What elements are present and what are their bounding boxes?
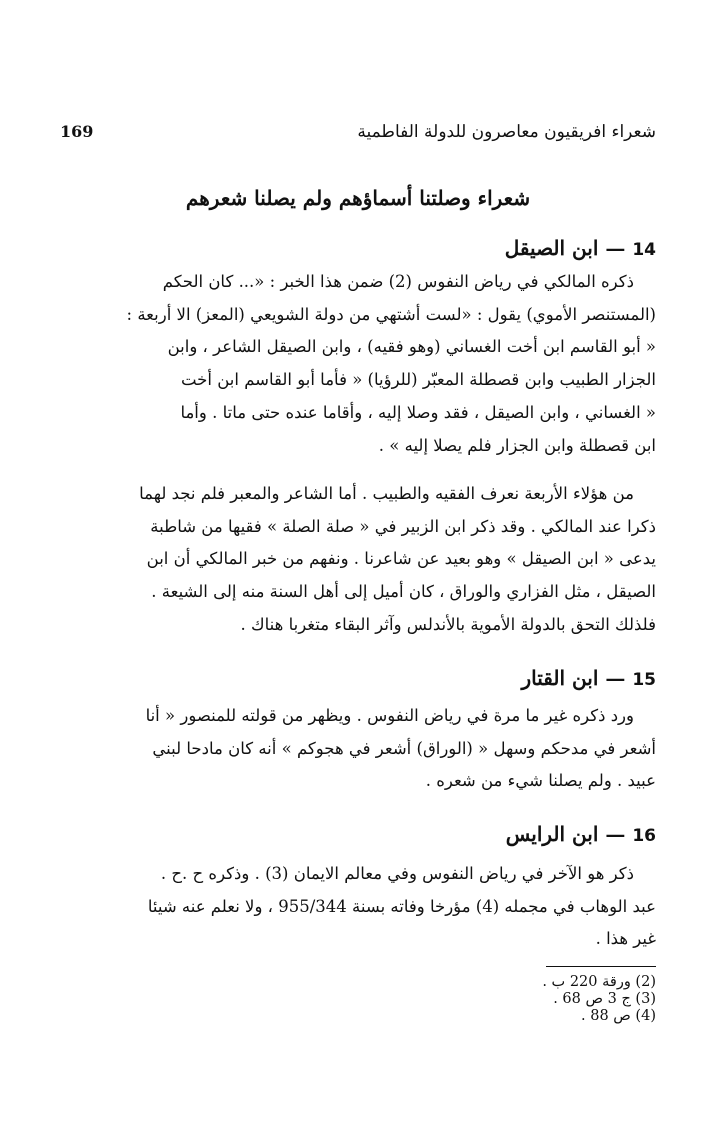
section-title: شعراء وصلتنا أسماؤهم ولم يصلنا شعرهم <box>185 186 531 210</box>
footnote: (4) ص 88 . <box>581 1008 656 1024</box>
paragraph <box>60 700 656 798</box>
text-line: الجزار الطبيب وابن قصطلة المعبّر (للرؤيا) « فأما أبو القاسم ابن أخت <box>180 370 656 390</box>
entry-name: ابن الصيقل <box>504 236 599 260</box>
entry-number: 15 <box>632 670 656 690</box>
text-line: (المستنصر الأموي) يقول : «لست أشتهي من دولة الشويعي (المعز) الا أربعة : <box>126 304 656 324</box>
text-line: « أبو القاسم ابن أخت الغساني (وهو فقيه) ، وابن الصيقل الشاعر ، وابن <box>167 337 656 357</box>
entry-number: 16 <box>632 826 656 846</box>
text-line: من هؤلاء الأربعة نعرف الفقيه والطبيب . أما الشاعر والمعبر فلم نجد لهما <box>139 484 634 503</box>
entry-name: ابن الرايس <box>505 822 599 846</box>
entry-name: ابن القتار <box>521 666 599 690</box>
footnote: (2) ورقة 220 ب . <box>542 974 656 990</box>
page-number: 169 <box>60 122 94 141</box>
footnote: (3) ج 3 ص 68 . <box>553 991 656 1007</box>
entry-heading-14: 14 — ابن الصيقل <box>504 236 656 260</box>
text-line: ورد ذكره غير ما مرة في رياض النفوس . ويظهر من قولته للمنصور « أنا <box>145 706 634 725</box>
footnotes <box>542 974 656 1025</box>
text-line: الصيقل ، مثل الفزاري والوراق ، كان أميل إلى أهل السنة منه إلى الشيعة . <box>151 582 656 602</box>
text-line: ذكره المالكي في رياض النفوس (2) ضمن هذا الخبر : «... كان الحكم <box>162 272 634 291</box>
running-title: شعراء افريقيون معاصرون للدولة الفاطمية <box>357 122 656 142</box>
entry-heading-16: 16 — ابن الرايس <box>505 822 656 846</box>
paragraph <box>60 858 656 956</box>
text-line: أشعر في مدحكم وسهل « (الوراق) أشعر في هجوكم » أنه كان مادحا لبني <box>152 738 656 758</box>
text-line: فلذلك التحق بالدولة الأموية بالأندلس وآثر البقاء متغربا هناك . <box>240 614 656 634</box>
text-line: ابن قصطلة وابن الجزار فلم يصلا إليه » . <box>378 435 656 455</box>
text-line: يدعى « ابن الصيقل » وهو بعيد عن شاعرنا . ونفهم من خبر المالكي أن ابن <box>146 549 656 569</box>
text-line: عبد الوهاب في مجمله (4) مؤرخا وفاته بسنة 955/344 ، ولا نعلم عنه شيئا <box>147 896 656 916</box>
paragraph <box>60 266 656 462</box>
entry-number: 14 <box>632 240 656 260</box>
text-line: ذكر هو الآخر في رياض النفوس وفي معالم الايمان (3) . وذكره ح .ح . <box>160 864 634 883</box>
footnote-divider <box>546 966 656 967</box>
text-line: « الغساني ، وابن الصيقل ، فقد وصلا إليه ، وأقاما عنده حتى ماتا . وأما <box>180 402 656 422</box>
text-line: غير هذا . <box>595 929 656 949</box>
page-header <box>60 122 656 152</box>
paragraph <box>60 478 656 642</box>
text-line: عبيد . ولم يصلنا شيء من شعره . <box>425 771 656 791</box>
entry-heading-15: 15 — ابن القتار <box>521 666 656 690</box>
text-line: ذكرا عند المالكي . وقد ذكر ابن الزبير في « صلة الصلة » فقيها من شاطبة <box>150 516 656 536</box>
